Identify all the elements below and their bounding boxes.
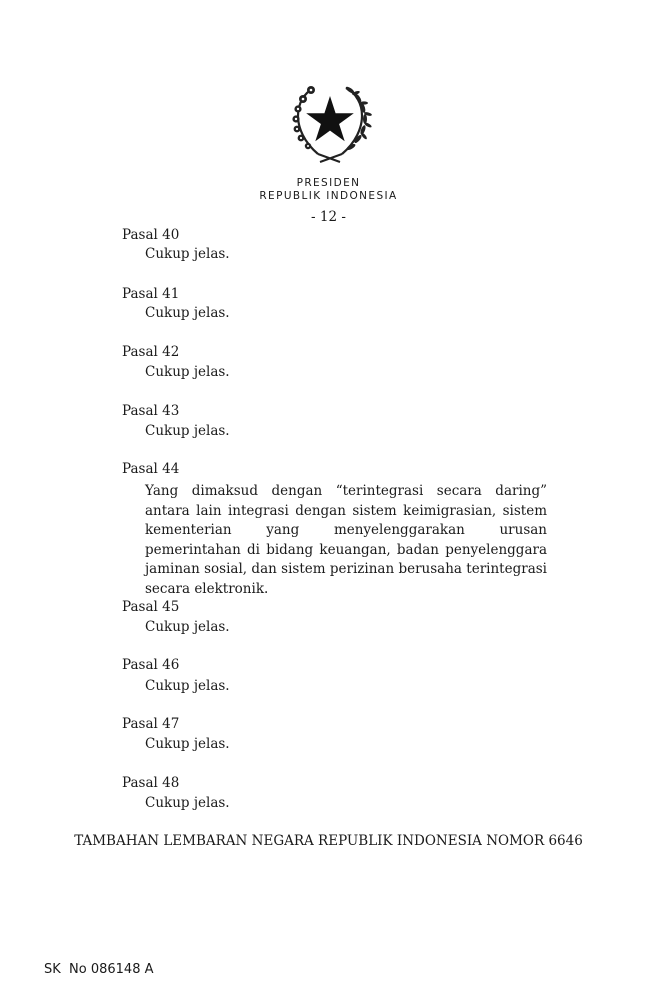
article-explanation: Cukup jelas.: [145, 678, 230, 694]
article-heading: Pasal 48: [122, 775, 180, 791]
page-number: - 12 -: [311, 209, 346, 225]
article-heading: Pasal 44: [122, 461, 180, 477]
article-explanation: Cukup jelas.: [145, 736, 230, 752]
article-explanation: Cukup jelas.: [145, 795, 230, 811]
article-explanation: Cukup jelas.: [145, 305, 230, 321]
presidential-emblem-icon: [284, 74, 376, 166]
article-explanation: Cukup jelas.: [145, 619, 230, 635]
supplement-reference: TAMBAHAN LEMBARAN NEGARA REPUBLIK INDONESIA NOMOR 6646: [74, 833, 583, 849]
article-explanation: Cukup jelas.: [145, 423, 230, 439]
header-title-republic: REPUBLIK INDONESIA: [259, 190, 398, 202]
article-explanation: Cukup jelas.: [145, 246, 230, 262]
article-heading: Pasal 43: [122, 403, 180, 419]
article-heading: Pasal 45: [122, 599, 180, 615]
document-code: SK No 086148 A: [44, 962, 154, 977]
header-title-president: PRESIDEN: [296, 177, 361, 189]
article-heading: Pasal 41: [122, 286, 180, 302]
article-explanation: Cukup jelas.: [145, 364, 230, 380]
article-explanation-paragraph: Yang dimaksud dengan “terintegrasi secara daring” antara lain integrasi dengan sistem keimigrasian, sistem kementerian yang menyelenggarakan urusan pemerintahan di bidang keuangan, badan penyelenggara jaminan sosial, dan sistem perizinan berusaha terintegrasi secara elektronik.: [145, 483, 547, 597]
article-heading: Pasal 42: [122, 344, 180, 360]
article-heading: Pasal 47: [122, 716, 180, 732]
article-heading: Pasal 40: [122, 227, 180, 243]
article-heading: Pasal 46: [122, 657, 180, 673]
